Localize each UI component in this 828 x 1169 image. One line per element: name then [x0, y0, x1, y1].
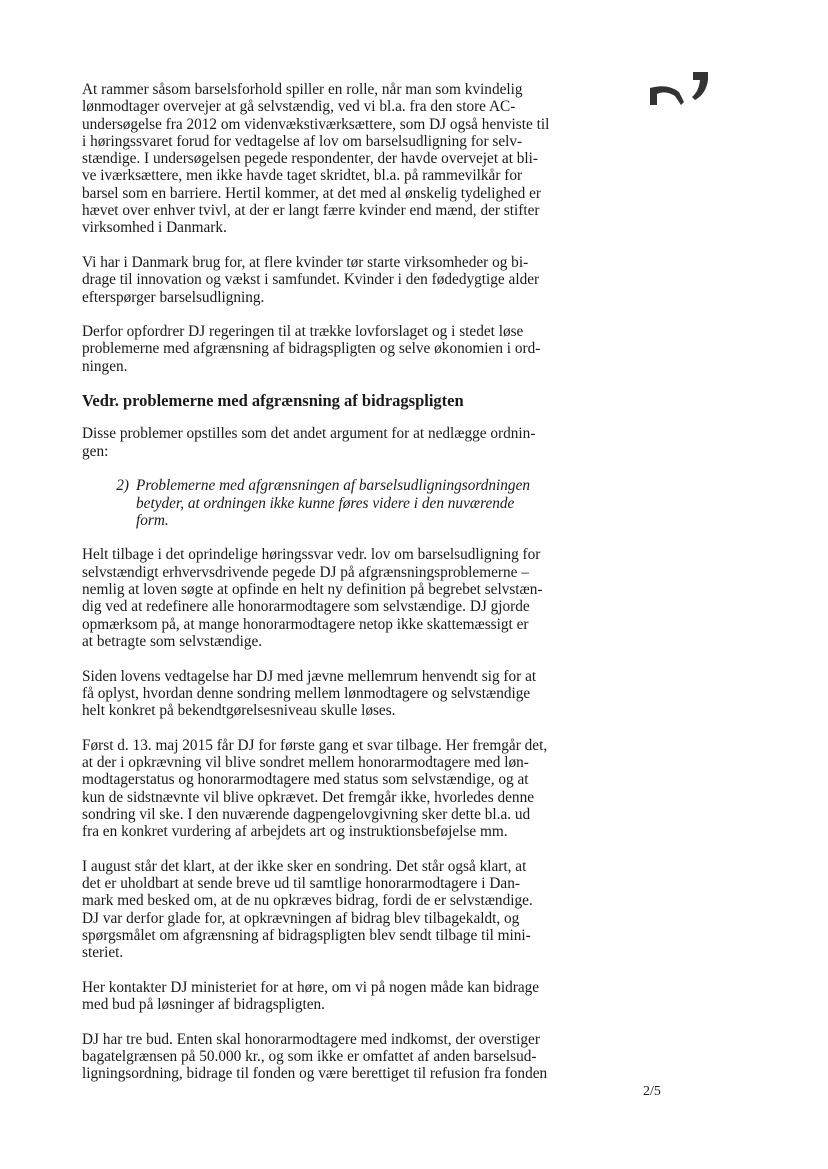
text-line: ligningsordning, bidrage til fonden og være berettiget til refusion fra fonden — [82, 1065, 548, 1083]
text-line: det er uholdbart at sende breve ud til samtlige honorarmodtagere i Dan- — [82, 875, 520, 893]
text-line: gen: — [82, 442, 109, 460]
text-line: opmærksom på, at mange honorarmodtagere netop ikke skattemæssigt er — [82, 615, 529, 633]
paragraph — [82, 254, 582, 306]
text-line: spørgsmålet om afgrænsning af bidragspligten blev sendt tilbage til mini- — [82, 926, 531, 944]
text-line: ve iværksættere, men ikke havde taget skridtet, bl.a. på rammevilkår for — [82, 167, 523, 185]
quote-text — [129, 477, 530, 529]
quoted-argument — [82, 477, 582, 529]
paragraph — [82, 1031, 582, 1083]
text-line: helt konkret på bekendtgørelsesniveau skulle løses. — [82, 702, 396, 720]
paragraph — [82, 668, 582, 720]
text-line: I august står det klart, at der ikke sker en sondring. Det står også klart, at — [82, 857, 527, 875]
text-line: kun de sidstnævnte vil blive opkrævet. Det fremgår ikke, hvorledes denne — [82, 788, 535, 806]
body-paragraphs — [82, 546, 582, 1082]
text-line: sondring vil ske. I den nuværende dagpengelovgivning sker dette bl.a. ud — [82, 805, 531, 823]
text-line: problemerne med afgrænsning af bidragspligten og selve økonomien i ord- — [82, 340, 541, 358]
text-line: nemlig at loven søgte at opfinde en helt ny definition på begrebet selvstæn- — [82, 581, 543, 599]
text-line: at der i opkrævning vil blive sondret mellem honorarmodtagere med løn- — [82, 753, 529, 771]
text-line: lønmodtager overvejer at gå selvstændig, ved vi bl.a. fra den store AC- — [82, 98, 516, 116]
text-line: med bud på løsninger af bidragspligten. — [82, 996, 325, 1014]
text-line: efterspørger barselsudligning. — [82, 288, 265, 306]
intro-paragraph — [82, 425, 582, 460]
text-line: Siden lovens vedtagelse har DJ med jævne mellemrum henvendt sig for at — [82, 667, 537, 685]
text-line: drage til innovation og vækst i samfundet. Kvinder i den fødedygtige alder — [82, 271, 540, 289]
text-line: DJ var derfor glade for, at opkrævningen af bidrag blev tilbagekaldt, og — [82, 909, 520, 927]
section-heading: Vedr. problemerne med afgrænsning af bidragspligten — [82, 391, 464, 411]
text-line: At rammer såsom barselsforhold spiller en rolle, når man som kvindelig — [82, 81, 523, 98]
text-line: ningen. — [82, 357, 128, 375]
paragraph — [82, 737, 582, 841]
text-line: Her kontakter DJ ministeriet for at høre, om vi på nogen måde kan bidrage — [82, 978, 540, 996]
text-line: betyder, at ordningen ikke kunne føres videre i den nuværende — [136, 494, 515, 512]
text-line: få oplyst, hvordan denne sondring mellem lønmodtagere og selvstændige — [82, 684, 531, 702]
text-line: Først d. 13. maj 2015 får DJ for første gang et svar tilbage. Her fremgår det, — [82, 736, 548, 754]
paragraph — [82, 323, 582, 375]
text-line: at betragte som selvstændige. — [82, 632, 263, 650]
text-line: virksomhed i Danmark. — [82, 219, 227, 237]
intro-paragraphs — [82, 81, 582, 375]
dj-logo-icon — [648, 68, 710, 108]
text-line: barsel som en barriere. Hertil kommer, at det med al ønskelig tydelighed er — [82, 184, 541, 202]
text-line: Helt tilbage i det oprindelige høringssvar vedr. lov om barselsudligning for — [82, 546, 541, 564]
text-line: i høringssvaret forud for vedtagelse af lov om barselsudligning for selv- — [82, 132, 523, 150]
text-line: DJ har tre bud. Enten skal honorarmodtagere med indkomst, der overstiger — [82, 1030, 540, 1048]
page-number: 2/5 — [643, 1084, 661, 1099]
paragraph — [82, 979, 582, 1014]
text-line: stændige. I undersøgelsen pegede respondenter, der havde overvejet at bli- — [82, 150, 539, 168]
text-line: mark med besked om, at de nu opkræves bidrag, fordi de er selvstændige. — [82, 892, 533, 910]
quote-number: 2) — [116, 477, 129, 495]
text-line: bagatelgrænsen på 50.000 kr., og som ikke er omfattet af anden barselsud- — [82, 1048, 537, 1066]
body-text — [82, 81, 582, 1100]
text-line: Derfor opfordrer DJ regeringen til at trække lovforslaget og i stedet løse — [82, 323, 524, 341]
text-line: undersøgelse fra 2012 om videnvækstiværksættere, som DJ også henviste til — [82, 115, 550, 133]
text-line: dig ved at redefinere alle honorarmodtagere som selvstændige. DJ gjorde — [82, 598, 530, 616]
text-line: Problemerne med afgrænsningen af barselsudligningsordningen — [136, 477, 531, 495]
text-line: fra en konkret vurdering af arbejdets art og instruktionsbeføjelse mm. — [82, 823, 508, 841]
text-line: steriet. — [82, 944, 124, 962]
text-line: modtagerstatus og honorarmodtagere med status som selvstændige, og at — [82, 771, 529, 789]
text-line: hævet over enhver tvivl, at der er langt færre kvinder end mænd, der stifter — [82, 202, 540, 220]
text-line: Disse problemer opstilles som det andet argument for at nedlægge ordnin- — [82, 425, 536, 443]
text-line: form. — [136, 511, 169, 529]
paragraph — [82, 546, 582, 650]
text-line: selvstændigt erhvervsdrivende pegede DJ på afgrænsningsproblemerne – — [82, 563, 529, 581]
text-line: Vi har i Danmark brug for, at flere kvinder tør starte virksomheder og bi- — [82, 253, 529, 271]
paragraph — [82, 858, 582, 962]
paragraph — [82, 81, 582, 237]
